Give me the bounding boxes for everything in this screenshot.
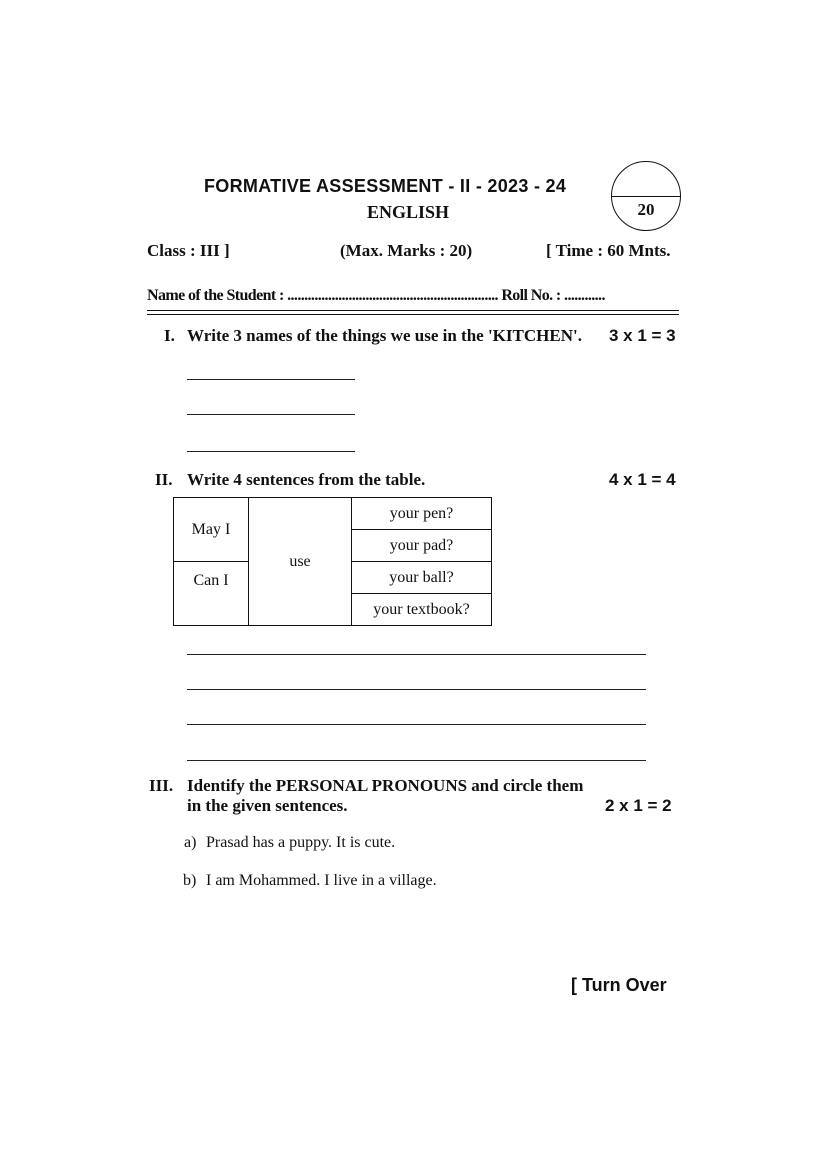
header-rule-bottom (147, 314, 679, 315)
table-cell-object: your ball? (352, 562, 492, 594)
total-marks: 20 (637, 200, 655, 219)
q1-answer-line[interactable] (187, 414, 355, 415)
q1-text: Write 3 names of the things we use in the 'KITCHEN'. (187, 326, 582, 345)
q2-answer-line[interactable] (187, 689, 646, 690)
q3-text-line2: in the given sentences. (187, 796, 348, 815)
q3-text-line1: Identify the PERSONAL PRONOUNS and circle them (187, 776, 584, 795)
table-cell-can-i: Can I (174, 562, 249, 626)
q3-item-label: b) (183, 872, 197, 889)
q1-marks: 3 x 1 = 3 (609, 326, 676, 345)
table-cell-object: your pen? (352, 498, 492, 530)
q3-item-label: a) (184, 834, 197, 851)
q3-item-sentence: I am Mohammed. I live in a village. (206, 872, 437, 889)
q2-number: II. (155, 470, 173, 489)
total-marks-circle (611, 161, 681, 231)
q2-answer-line[interactable] (187, 760, 646, 761)
table-cell-may-i: May I (174, 498, 249, 562)
class-label: Class : III ] (147, 241, 230, 260)
exam-title: FORMATIVE ASSESSMENT - II - 2023 - 24 (204, 176, 567, 196)
time-label: [ Time : 60 Mnts. (546, 241, 671, 260)
table-cell-use: use (249, 498, 352, 626)
q2-answer-line[interactable] (187, 654, 646, 655)
header-rule-top (147, 310, 679, 311)
sentence-table (173, 497, 492, 626)
q1-answer-line[interactable] (187, 379, 355, 380)
student-name-roll-line: Name of the Student : .............................................................. Roll No. : ............ (147, 287, 605, 304)
q2-text: Write 4 sentences from the table. (187, 470, 426, 489)
q2-answer-line[interactable] (187, 724, 646, 725)
q2-marks: 4 x 1 = 4 (609, 470, 676, 489)
turn-over-label: [ Turn Over (571, 975, 667, 995)
table-cell-object: your textbook? (352, 594, 492, 626)
max-marks-label: (Max. Marks : 20) (340, 241, 473, 260)
q3-item-sentence: Prasad has a puppy. It is cute. (206, 834, 396, 851)
q1-number: I. (164, 326, 175, 345)
q1-answer-line[interactable] (187, 451, 355, 452)
circle-divider (612, 196, 680, 197)
subject-title: ENGLISH (367, 202, 450, 222)
q3-number: III. (149, 776, 174, 795)
q3-marks: 2 x 1 = 2 (605, 796, 672, 815)
table-cell-object: your pad? (352, 530, 492, 562)
